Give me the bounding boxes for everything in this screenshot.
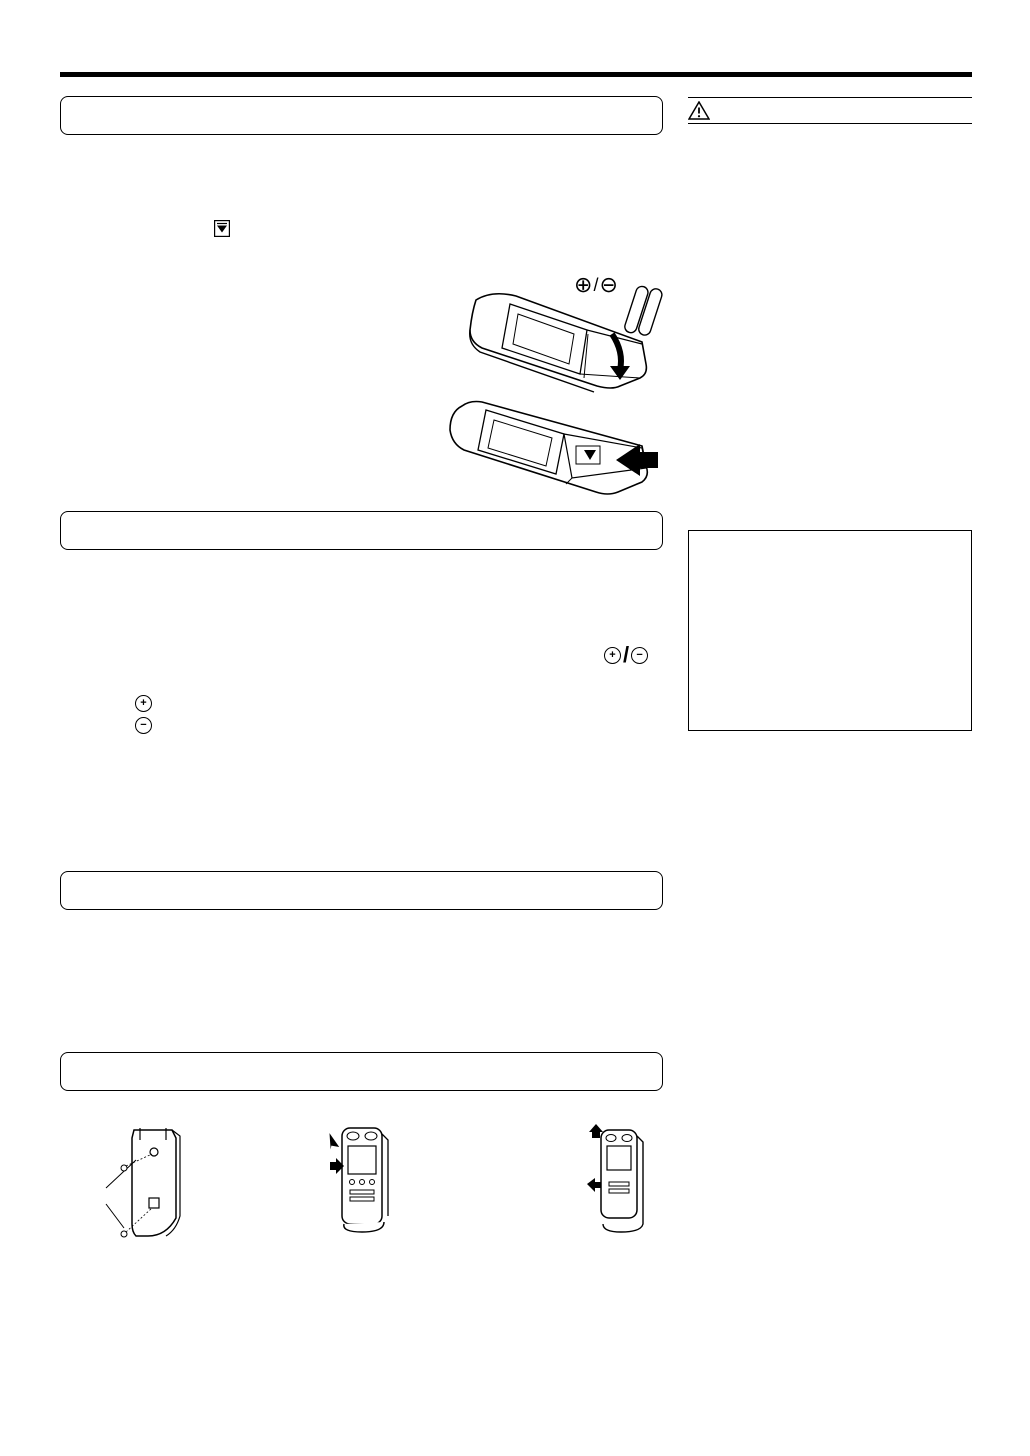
plus-minus-buttons bbox=[604, 644, 648, 666]
top-rule bbox=[60, 72, 972, 77]
minus-button-icon: − bbox=[135, 717, 152, 734]
holder-mount-illustration bbox=[96, 1124, 188, 1249]
cover-closing-illustration bbox=[446, 398, 668, 503]
note-box bbox=[688, 530, 972, 731]
section-header-1 bbox=[60, 96, 663, 135]
plus-polarity-symbol: ⊕ bbox=[574, 272, 593, 297]
warning-triangle-icon bbox=[688, 101, 710, 125]
insert-remote-illustration bbox=[322, 1124, 394, 1241]
section-header-3 bbox=[60, 871, 663, 910]
minus-polarity-symbol: ⊖ bbox=[599, 272, 618, 297]
plus-button-icon: + bbox=[604, 647, 621, 664]
down-triangle-button-icon bbox=[214, 220, 230, 242]
button-separator: / bbox=[623, 642, 630, 667]
polarity-separator: / bbox=[593, 274, 599, 295]
section-header-4 bbox=[60, 1052, 663, 1091]
battery-insertion-illustration bbox=[462, 282, 672, 399]
caution-header bbox=[688, 97, 972, 124]
remove-remote-illustration bbox=[585, 1124, 649, 1241]
section-header-2 bbox=[60, 511, 663, 550]
plus-button-icon: + bbox=[135, 695, 152, 712]
minus-button-icon: − bbox=[631, 647, 648, 664]
